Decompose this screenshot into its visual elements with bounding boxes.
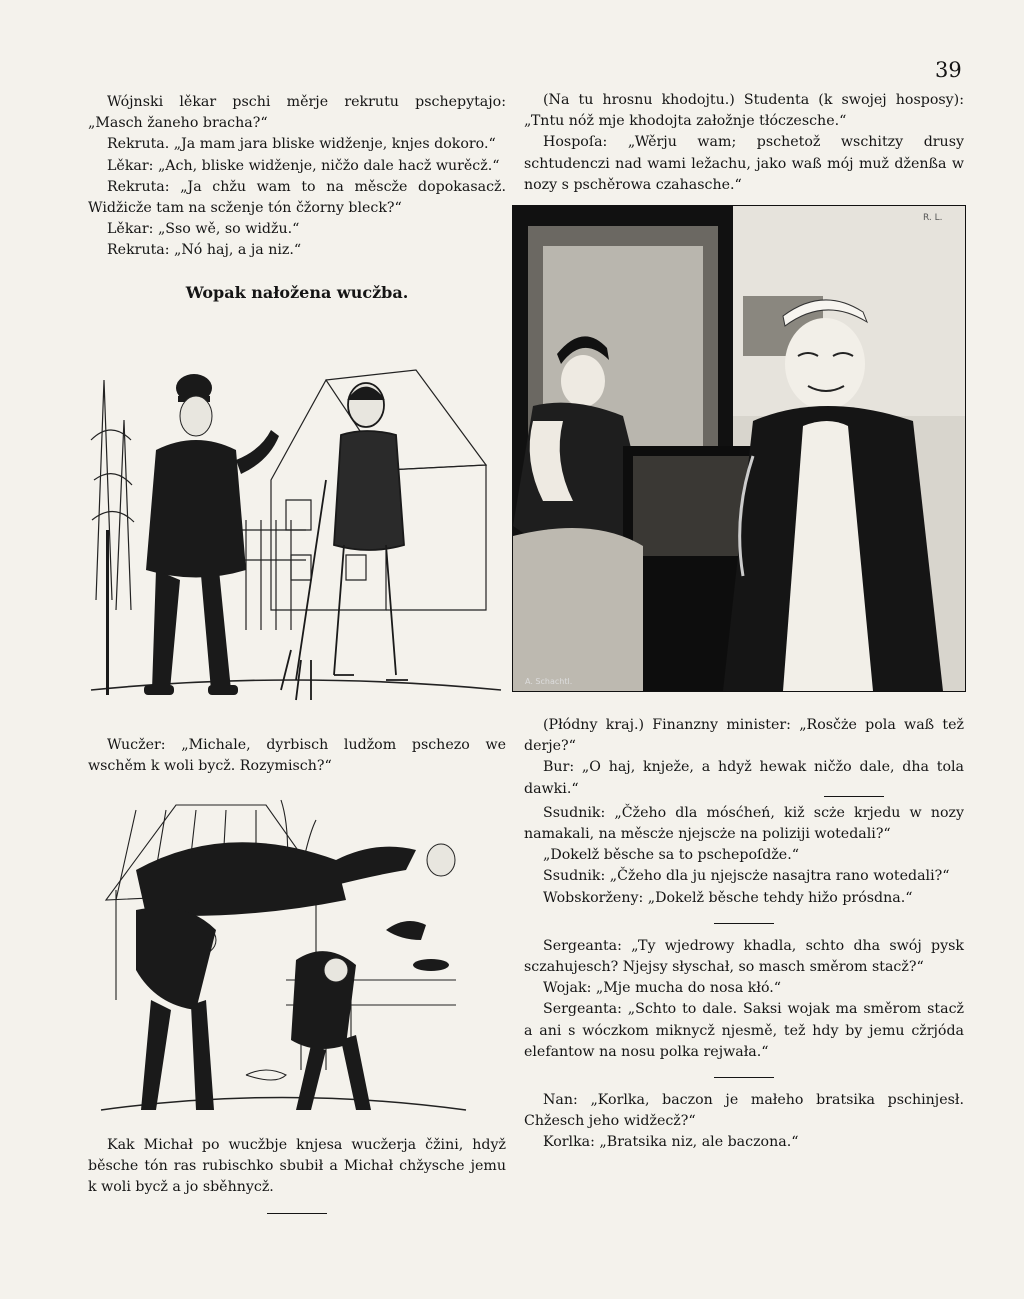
separator-line — [267, 1213, 327, 1214]
paragraph: Wojak: „Mje mucha do nosa kłó.“ — [543, 980, 782, 997]
page-number: 39 — [935, 58, 962, 82]
paragraph: Lěkar: „Ach, bliske widženje, ničžo dale hacž wurěcž.“ — [107, 157, 500, 174]
paragraph: Bur: „O haj, knježe, a hdyž hewak ničžo dale, dha tola dawki.“ — [524, 759, 964, 797]
right-column-jokes — [524, 715, 964, 1154]
illustration-teacher-and-boy — [86, 360, 506, 720]
paragraph: (Na tu hrosnu khodojtu.) Studenta (k swojej hosposy): „Tntu nóž mje khodojta załožnje tłóczesche.“ — [524, 92, 964, 130]
right-column — [524, 90, 964, 196]
paragraph: Wobskorženy: „Dokelž běsche tehdy hižo prósdna.“ — [543, 889, 913, 906]
left-column — [88, 92, 506, 302]
caption-2 — [88, 1135, 506, 1214]
paragraph: Sergeanta: „Schto to dale. Saksi wojak ma směrom stacž a ani s wóczkom miknycž njesmě, tež hdy by jemu cžrjóda elefantow na nosu polka rejwała.“ — [524, 1001, 964, 1060]
paragraph: Ssudnik: „Čžeho dla ju njejscże nasajtra rano wotedali?“ — [543, 868, 950, 885]
separator-line — [714, 1077, 774, 1078]
paragraph: Hospoſa: „Wěrju wam; pschetož wschitzy drusy schtudenczi nad wami ležachu, jako waß mój muž dženßa w nozy s pschěrowa czahasche.“ — [524, 134, 964, 193]
separator-line — [714, 923, 774, 924]
paragraph: Rekruta: „Ja chžu wam to na měscže dopokasacž. Widžicže tam na scženje tón čžorny bleck?“ — [88, 178, 506, 217]
paragraph: Nan: „Korlka, baczon je małeho bratsika pschinjesł. Chžesch jeho widžecž?“ — [524, 1092, 964, 1130]
paragraph: Sergeanta: „Ty wjedrowy khadla, schto dha swój pysk sczahujesch? Njejsy słyschał, so masch směrom stacž?“ — [524, 937, 964, 976]
paragraph: Korlka: „Bratsika niz, ale baczona.“ — [543, 1134, 799, 1151]
paragraph: Ssudnik: „Čžeho dla mósćheń, kiž scże krjedu w nozy namakali, na měscże njejscże na poliziji wotedali?“ — [524, 804, 964, 843]
caption-1 — [88, 735, 506, 777]
engraving-carry — [96, 790, 468, 1130]
paragraph: Rekruta: „Nó haj, a ja niz.“ — [107, 242, 302, 259]
illustration-student-landlady — [512, 205, 966, 692]
signature-top: R. L. — [923, 213, 943, 223]
caption-text: Kak Michał po wucžbje knjesa wucžerja čžini, hdyž běsche tón ras rubischko sbubił a Michał chžysche jemu k woli bycž a jo sběhnycž. — [88, 1137, 506, 1196]
paragraph: Rekruta. „Ja mam jara bliske widženje, knjes dokoro.“ — [107, 136, 496, 153]
paragraph: (Płódny kraj.) Finanzny minister: „Rosčże pola waß tež derje?“ — [524, 717, 964, 755]
paragraph: Wójnski lěkar pschi měrje rekrutu pschepytajo: „Masch žaneho bracha?“ — [88, 94, 506, 132]
section-heading: Wopak nałožena wucžba. — [185, 282, 409, 302]
engraving-student — [513, 206, 965, 691]
engraving-teacher-boy — [86, 360, 506, 720]
caption-text: Wucžer: „Michale, dyrbisch ludžom pschezo we wschěm k woli bycž. Rozymisch?“ — [88, 737, 506, 775]
illustration-carrying-teacher — [96, 790, 468, 1130]
paragraph: Lěkar: „Sso wě, so widžu.“ — [107, 221, 300, 238]
separator-line — [824, 796, 884, 797]
signature-bottom: A. Schachtl. — [525, 677, 573, 686]
paragraph: „Dokelž běsche sa to pschepoſdže.“ — [543, 847, 799, 864]
